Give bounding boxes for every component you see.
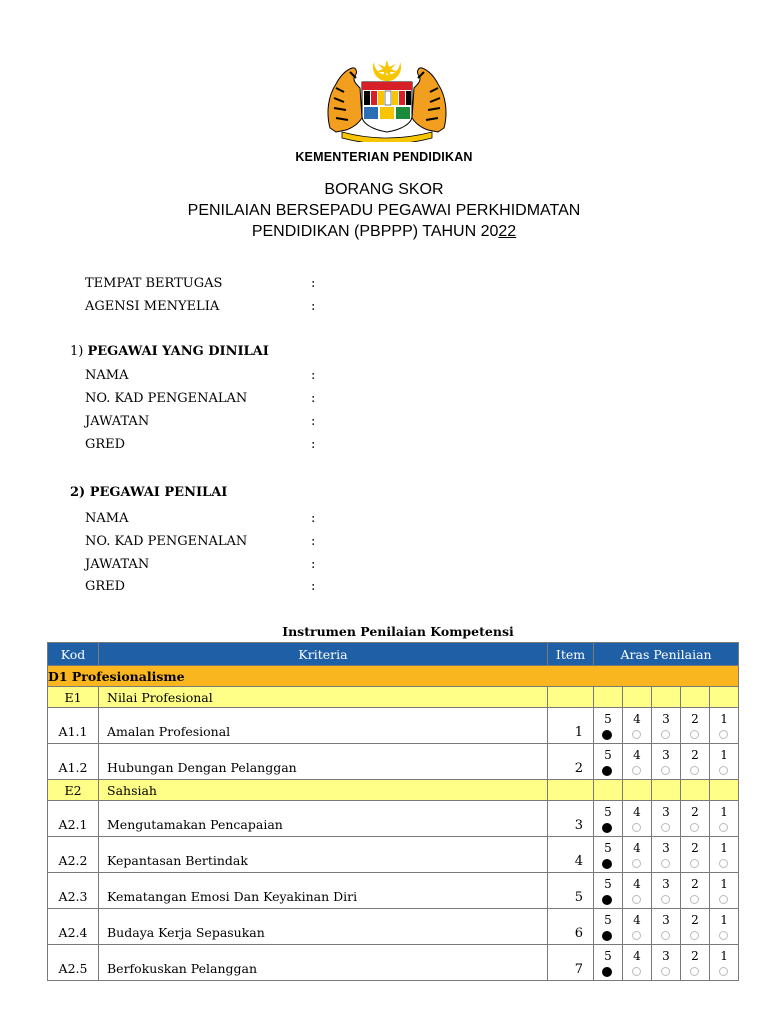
form-title: BORANG SKOR <box>324 181 444 198</box>
score-level-label: 5 <box>604 748 612 762</box>
empty-cell <box>548 780 594 801</box>
empty-cell <box>681 780 710 801</box>
label-tempat-bertugas: TEMPAT BERTUGAS <box>85 276 223 291</box>
score-cell <box>623 945 652 981</box>
item-number: 4 <box>548 837 594 873</box>
score-level-label: 5 <box>604 805 612 819</box>
empty-cell <box>623 687 652 708</box>
item-number: 6 <box>548 909 594 945</box>
score-level-label: 3 <box>662 712 670 726</box>
score-radio-2[interactable] <box>690 730 699 739</box>
score-level-label: 2 <box>691 805 699 819</box>
colon: : <box>311 557 316 572</box>
score-cell <box>594 873 623 909</box>
score-cell <box>710 837 739 873</box>
item-number: 2 <box>548 744 594 780</box>
empty-cell <box>594 687 623 708</box>
item-number: 7 <box>548 945 594 981</box>
score-radio-2[interactable] <box>690 931 699 940</box>
score-cell <box>594 801 623 837</box>
group-row <box>48 780 739 801</box>
label-no-kad: NO. KAD PENGENALAN <box>85 534 248 549</box>
item-criteria: Budaya Kerja Sepasukan <box>99 909 548 945</box>
table-header-row <box>48 643 739 666</box>
score-radio-4[interactable] <box>632 859 641 868</box>
score-level-label: 5 <box>604 913 612 927</box>
table-row <box>48 708 739 744</box>
score-level-label: 5 <box>604 949 612 963</box>
label-jawatan: JAWATAN <box>85 414 150 429</box>
score-cell <box>681 873 710 909</box>
score-cell <box>594 837 623 873</box>
score-level-label: 1 <box>720 877 728 891</box>
malaysia-coat-of-arms-logo <box>322 58 452 142</box>
form-subtitle-line2 <box>0 222 768 242</box>
score-level-label: 3 <box>662 913 670 927</box>
table-row <box>48 945 739 981</box>
score-level-label: 4 <box>633 877 641 891</box>
score-cell <box>652 801 681 837</box>
header-kriteria: Kriteria <box>99 643 548 666</box>
score-radio-4[interactable] <box>632 895 641 904</box>
score-radio-1[interactable] <box>719 730 728 739</box>
year-suffix: 22 <box>498 223 517 240</box>
score-cell <box>681 945 710 981</box>
score-cell <box>681 708 710 744</box>
colon: : <box>311 414 316 429</box>
score-radio-5[interactable] <box>602 859 612 869</box>
score-radio-1[interactable] <box>719 766 728 775</box>
score-level-label: 1 <box>720 712 728 726</box>
score-level-label: 4 <box>633 805 641 819</box>
item-number: 1 <box>548 708 594 744</box>
domain-row <box>48 666 739 687</box>
group-code: E1 <box>48 687 99 708</box>
form-subtitle-line1: PENILAIAN BERSEPADU PEGAWAI PERKHIDMATAN <box>187 202 581 219</box>
score-level-label: 4 <box>633 949 641 963</box>
label-jawatan: JAWATAN <box>85 557 150 572</box>
item-number: 3 <box>548 801 594 837</box>
item-criteria: Mengutamakan Pencapaian <box>99 801 548 837</box>
section2-heading <box>70 484 227 501</box>
score-cell <box>710 873 739 909</box>
table-title: Instrumen Penilaian Kompetensi <box>282 624 514 639</box>
score-cell <box>594 708 623 744</box>
score-cell <box>652 945 681 981</box>
label-agensi-menyelia: AGENSI MENYELIA <box>85 299 220 314</box>
colon: : <box>311 437 316 452</box>
score-level-label: 5 <box>604 877 612 891</box>
score-radio-3[interactable] <box>661 859 670 868</box>
table-row <box>48 909 739 945</box>
empty-cell <box>548 687 594 708</box>
domain-label: D1 Profesionalisme <box>48 666 739 687</box>
score-level-label: 2 <box>691 913 699 927</box>
score-radio-5[interactable] <box>602 766 612 776</box>
score-cell <box>594 909 623 945</box>
score-cell <box>681 744 710 780</box>
colon: : <box>311 299 316 314</box>
empty-cell <box>652 780 681 801</box>
score-level-label: 2 <box>691 841 699 855</box>
score-radio-4[interactable] <box>632 823 641 832</box>
score-level-label: 4 <box>633 841 641 855</box>
score-cell <box>623 801 652 837</box>
label-gred: GRED <box>85 437 126 452</box>
score-cell <box>623 708 652 744</box>
score-cell <box>710 801 739 837</box>
score-radio-5[interactable] <box>602 967 612 977</box>
score-radio-4[interactable] <box>632 730 641 739</box>
score-radio-2[interactable] <box>690 967 699 976</box>
item-code: A2.2 <box>48 837 99 873</box>
header-aras-penilaian: Aras Penilaian <box>594 643 739 666</box>
item-code: A1.2 <box>48 744 99 780</box>
subtitle-prefix: PENDIDIKAN (PBPPP) TAHUN 20 <box>251 223 499 240</box>
empty-cell <box>681 687 710 708</box>
score-level-label: 5 <box>604 712 612 726</box>
score-cell <box>652 744 681 780</box>
section1-title: PEGAWAI YANG DINILAI <box>87 344 269 359</box>
score-level-label: 5 <box>604 841 612 855</box>
score-cell <box>652 909 681 945</box>
score-cell <box>681 837 710 873</box>
label-nama: NAMA <box>85 368 129 383</box>
score-cell <box>652 873 681 909</box>
empty-cell <box>710 780 739 801</box>
score-radio-4[interactable] <box>632 931 641 940</box>
score-cell <box>594 744 623 780</box>
score-radio-1[interactable] <box>719 895 728 904</box>
section1-heading <box>70 343 269 360</box>
table-row <box>48 837 739 873</box>
score-level-label: 1 <box>720 748 728 762</box>
empty-cell <box>594 780 623 801</box>
score-radio-3[interactable] <box>661 967 670 976</box>
score-radio-3[interactable] <box>661 931 670 940</box>
item-code: A2.4 <box>48 909 99 945</box>
score-level-label: 1 <box>720 841 728 855</box>
score-level-label: 4 <box>633 913 641 927</box>
score-level-label: 3 <box>662 805 670 819</box>
colon: : <box>311 368 316 383</box>
score-cell <box>623 837 652 873</box>
score-level-label: 4 <box>633 712 641 726</box>
score-level-label: 4 <box>633 748 641 762</box>
empty-cell <box>623 780 652 801</box>
item-criteria: Kepantasan Bertindak <box>99 837 548 873</box>
score-radio-2[interactable] <box>690 895 699 904</box>
header-kod: Kod <box>48 643 99 666</box>
score-radio-5[interactable] <box>602 730 612 740</box>
score-level-label: 3 <box>662 841 670 855</box>
item-criteria: Hubungan Dengan Pelanggan <box>99 744 548 780</box>
colon: : <box>311 511 316 526</box>
score-radio-1[interactable] <box>719 859 728 868</box>
score-level-label: 1 <box>720 949 728 963</box>
score-radio-3[interactable] <box>661 766 670 775</box>
table-row <box>48 801 739 837</box>
score-radio-4[interactable] <box>632 967 641 976</box>
score-radio-5[interactable] <box>602 895 612 905</box>
score-radio-5[interactable] <box>602 931 612 941</box>
item-criteria: Berfokuskan Pelanggan <box>99 945 548 981</box>
item-code: A1.1 <box>48 708 99 744</box>
competency-table <box>47 642 739 981</box>
label-nama: NAMA <box>85 511 129 526</box>
empty-cell <box>710 687 739 708</box>
score-radio-4[interactable] <box>632 766 641 775</box>
score-level-label: 3 <box>662 748 670 762</box>
item-code: A2.5 <box>48 945 99 981</box>
score-radio-5[interactable] <box>602 823 612 833</box>
header-item: Item <box>548 643 594 666</box>
score-level-label: 2 <box>691 748 699 762</box>
item-number: 5 <box>548 873 594 909</box>
colon: : <box>311 579 316 594</box>
score-cell <box>710 708 739 744</box>
score-radio-3[interactable] <box>661 730 670 739</box>
group-name: Sahsiah <box>99 780 548 801</box>
score-level-label: 2 <box>691 712 699 726</box>
score-cell <box>652 837 681 873</box>
score-cell <box>652 708 681 744</box>
score-cell <box>710 945 739 981</box>
group-code: E2 <box>48 780 99 801</box>
score-level-label: 1 <box>720 805 728 819</box>
score-radio-1[interactable] <box>719 967 728 976</box>
score-radio-1[interactable] <box>719 931 728 940</box>
item-code: A2.3 <box>48 873 99 909</box>
label-no-kad: NO. KAD PENGENALAN <box>85 391 248 406</box>
table-body <box>48 666 739 981</box>
score-radio-2[interactable] <box>690 766 699 775</box>
table-row <box>48 744 739 780</box>
score-radio-2[interactable] <box>690 823 699 832</box>
score-cell <box>681 909 710 945</box>
score-radio-1[interactable] <box>719 823 728 832</box>
item-code: A2.1 <box>48 801 99 837</box>
score-level-label: 1 <box>720 913 728 927</box>
group-name: Nilai Profesional <box>99 687 548 708</box>
score-radio-3[interactable] <box>661 823 670 832</box>
score-cell <box>710 744 739 780</box>
colon: : <box>311 391 316 406</box>
table-row <box>48 873 739 909</box>
score-cell <box>623 744 652 780</box>
section2-title: 2) PEGAWAI PENILAI <box>70 485 228 500</box>
score-radio-3[interactable] <box>661 895 670 904</box>
item-criteria: Amalan Profesional <box>99 708 548 744</box>
score-cell <box>681 801 710 837</box>
section1-number: 1) <box>70 344 84 359</box>
score-level-label: 3 <box>662 949 670 963</box>
score-cell <box>710 909 739 945</box>
score-level-label: 2 <box>691 877 699 891</box>
score-cell <box>623 909 652 945</box>
ministry-name: KEMENTERIAN PENDIDIKAN <box>295 150 473 164</box>
score-level-label: 3 <box>662 877 670 891</box>
colon: : <box>311 534 316 549</box>
label-gred: GRED <box>85 579 126 594</box>
score-radio-2[interactable] <box>690 859 699 868</box>
group-row <box>48 687 739 708</box>
colon: : <box>311 276 316 291</box>
score-level-label: 2 <box>691 949 699 963</box>
score-cell <box>623 873 652 909</box>
empty-cell <box>652 687 681 708</box>
item-criteria: Kematangan Emosi Dan Keyakinan Diri <box>99 873 548 909</box>
score-cell <box>594 945 623 981</box>
